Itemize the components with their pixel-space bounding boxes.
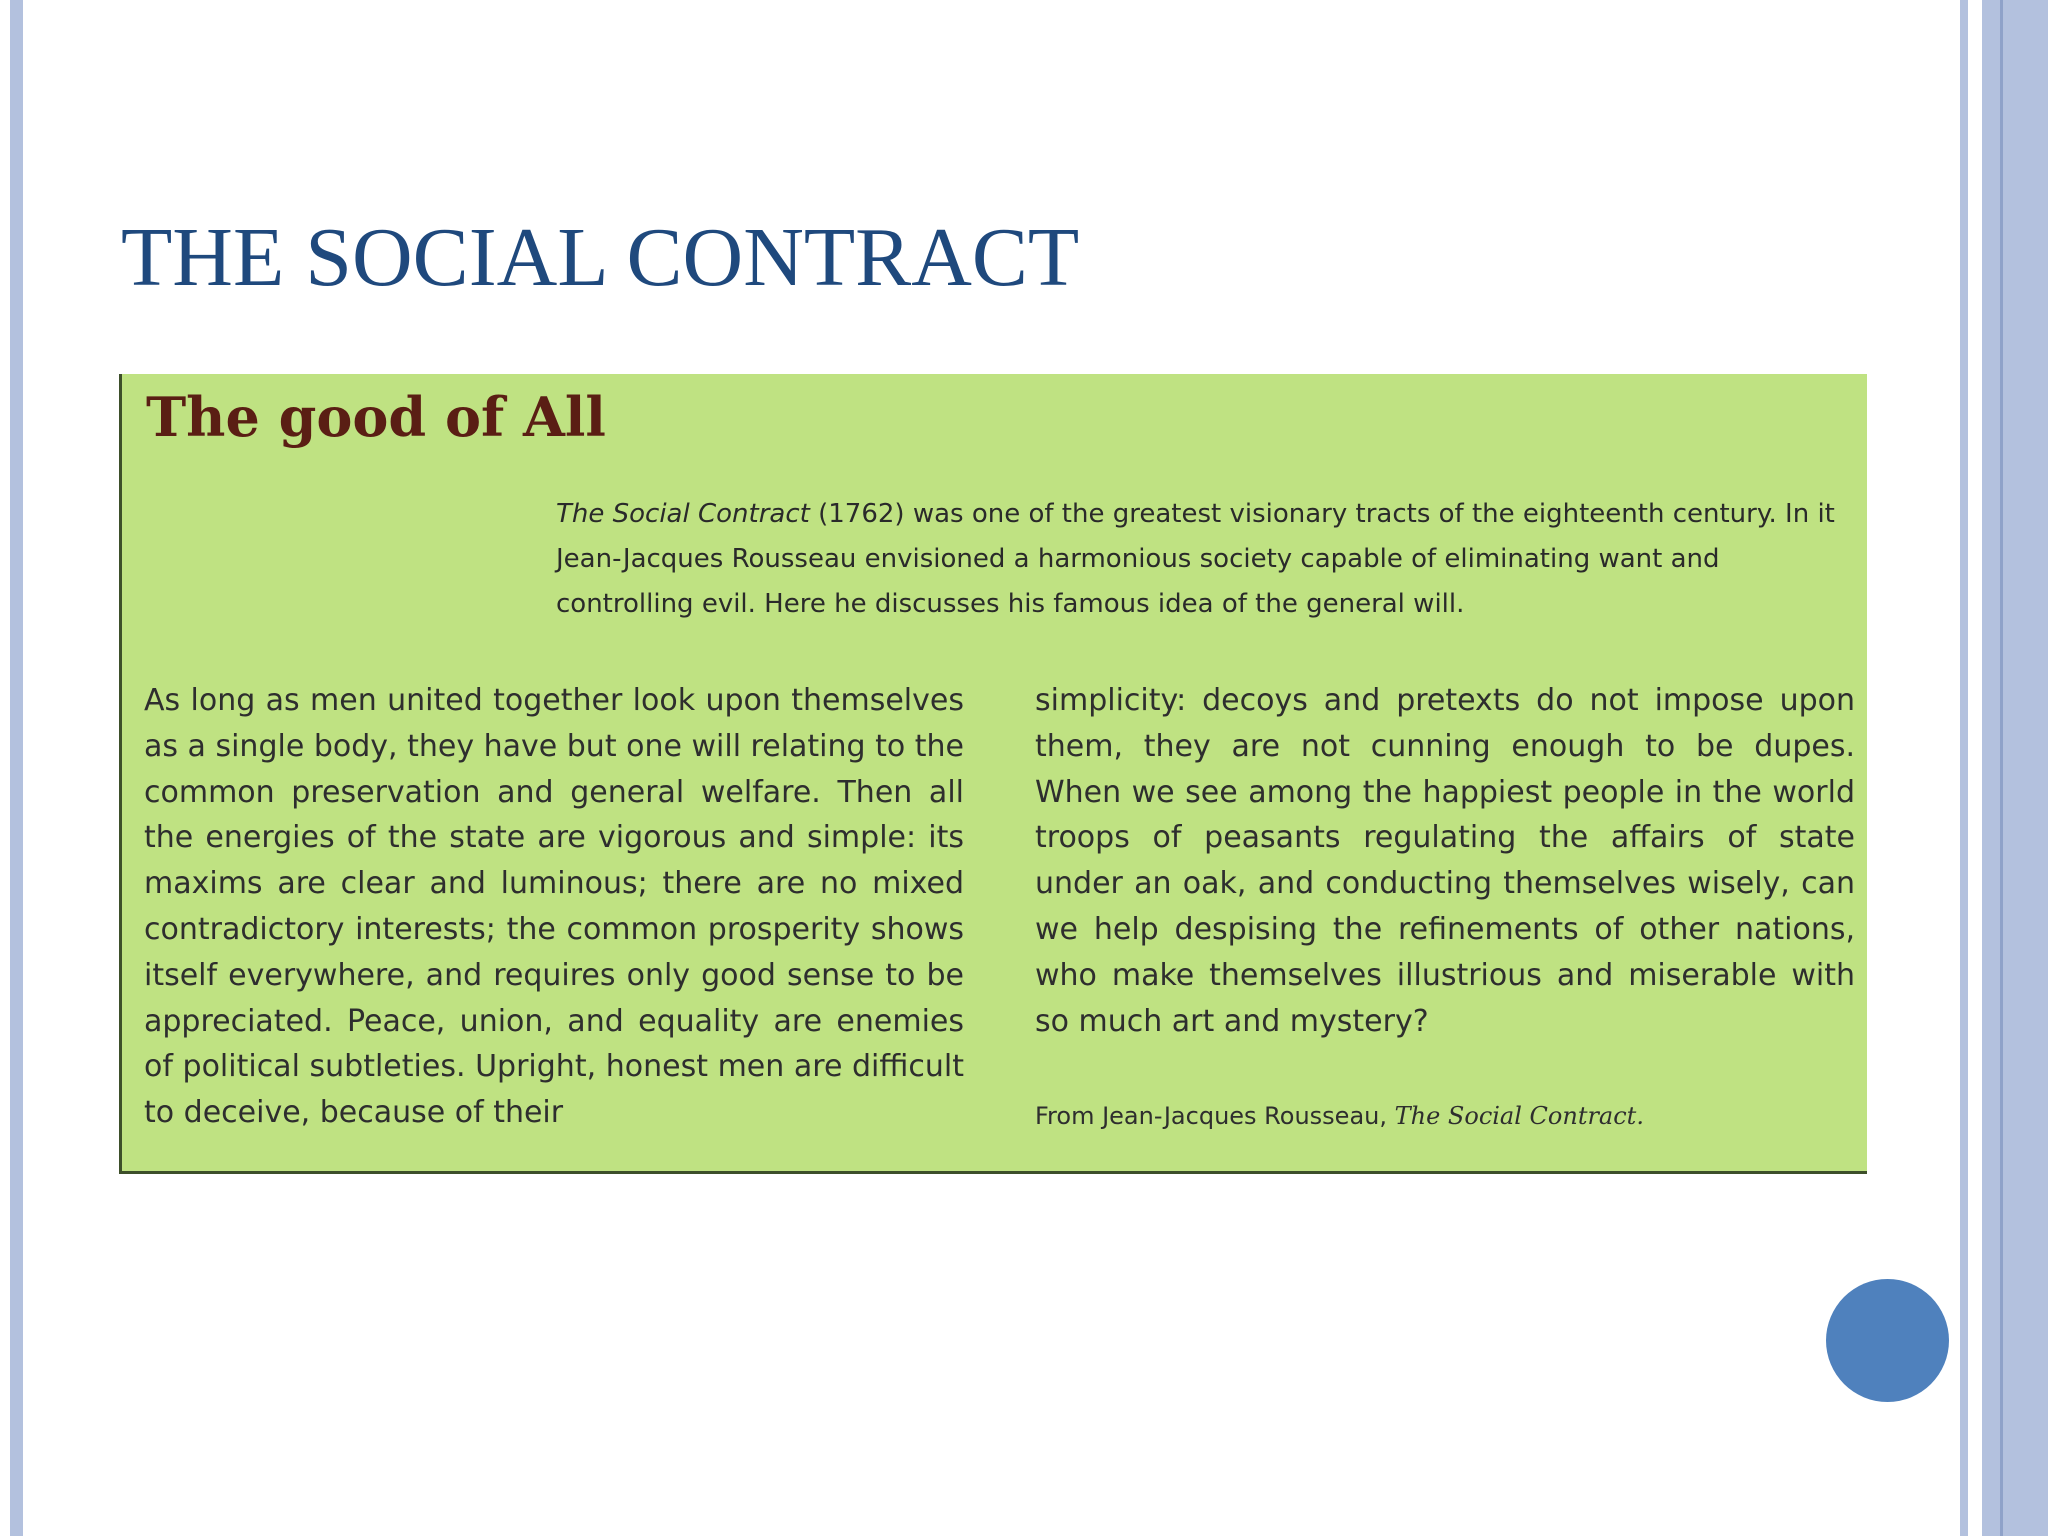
right-border-inner <box>1960 0 1968 1536</box>
reading-sidebar-box <box>119 374 1867 1174</box>
slide-title: THE SOCIAL CONTRACT <box>121 211 1080 304</box>
sidebar-heading: The good of All <box>146 385 606 449</box>
source-work-title: The Social Contract. <box>1394 1102 1644 1130</box>
body-text-right-column: simplicity: decoys and pretexts do not impose upon them, they are not cunning enough to be dupes. When we see among the happiest people in the world troops of peasants regulating the affairs of state under an oak, and conducting themselves wisely, can we help despising the refinements of other nations, who make themselves illustrious and miserable with so much art and mystery? <box>1035 683 1855 1039</box>
right-border-outer <box>1982 0 2048 1536</box>
decorative-circle <box>1826 1279 1949 1402</box>
intro-work-title: The Social Contract <box>556 499 810 529</box>
left-border-bar <box>10 0 23 1536</box>
intro-text: (1762) was one of the greatest visionary tracts of the eighteenth century. In it Jean-Jacques Rousseau envisioned a harmonious society capable of eliminating want and controlling evil. Here he discusses his famous idea of the general will. <box>556 499 1835 619</box>
source-prefix: From Jean-Jacques Rousseau, <box>1035 1102 1395 1130</box>
body-text-left-column: As long as men united together look upon themselves as a single body, they have but one will relating to the common preservation and general welfare. Then all the energies of the state are vigorous and simple: its maxims are clear and luminous; there are no mixed contradictory interests; the common prosperity shows itself everywhere, and requires only good sense to be appreciated. Peace, union, and equality are enemies of political subtleties. Upright, honest men are difficult to deceive, because of their <box>144 683 964 1131</box>
right-border-line <box>2000 0 2003 1536</box>
sidebar-intro <box>556 492 1846 627</box>
source-citation <box>1035 1098 1855 1134</box>
